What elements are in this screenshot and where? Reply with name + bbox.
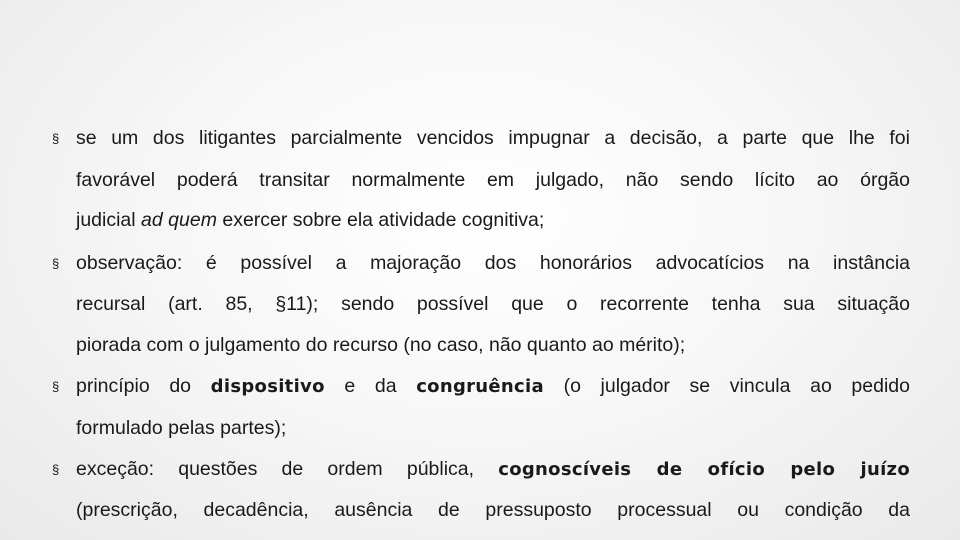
- text-segment: e da: [324, 375, 417, 397]
- bold-term: cognoscíveis de ofício pelo juízo: [498, 459, 910, 480]
- item-1-line-3: [76, 210, 910, 231]
- text-segment: judicial: [76, 209, 142, 231]
- bullet-icon: §: [52, 256, 60, 271]
- text-segment: exercer sobre ela atividade cognitiva;: [216, 209, 545, 231]
- item-2-line-3: piorada com o julgamento do recurso (no caso, não quanto ao mérito);: [76, 334, 686, 356]
- bullet-icon: §: [52, 131, 60, 146]
- item-1-line-1: se um dos litigantes parcialmente vencidos impugnar a decisão, a parte que lhe foi: [76, 127, 910, 149]
- text-segment: exceção: questões de ordem pública,: [76, 458, 499, 480]
- item-2-line-2: recursal (art. 85, §11); sendo possível que o recorrente tenha sua situação: [76, 293, 910, 315]
- item-2-line-1: observação: é possível a majoração dos honorários advocatícios na instância: [76, 252, 910, 274]
- text-segment: princípio do: [76, 375, 211, 397]
- item-3-line-1: [76, 376, 910, 397]
- item-4-line-1: [76, 459, 910, 480]
- bold-term: congruência: [416, 376, 544, 397]
- bold-term: dispositivo: [210, 376, 325, 397]
- text-segment: (o julgador se vincula ao pedido: [543, 375, 910, 397]
- item-1-line-2: favorável poderá transitar normalmente em julgado, não sendo lícito ao órgão: [76, 169, 910, 191]
- item-4-line-2: (prescrição, decadência, ausência de pressuposto processual ou condição da: [76, 499, 910, 521]
- bullet-icon: §: [52, 379, 60, 394]
- italic-term: ad quem: [141, 209, 217, 231]
- bullet-icon: §: [52, 462, 60, 477]
- item-3-line-2: formulado pelas partes);: [76, 417, 287, 439]
